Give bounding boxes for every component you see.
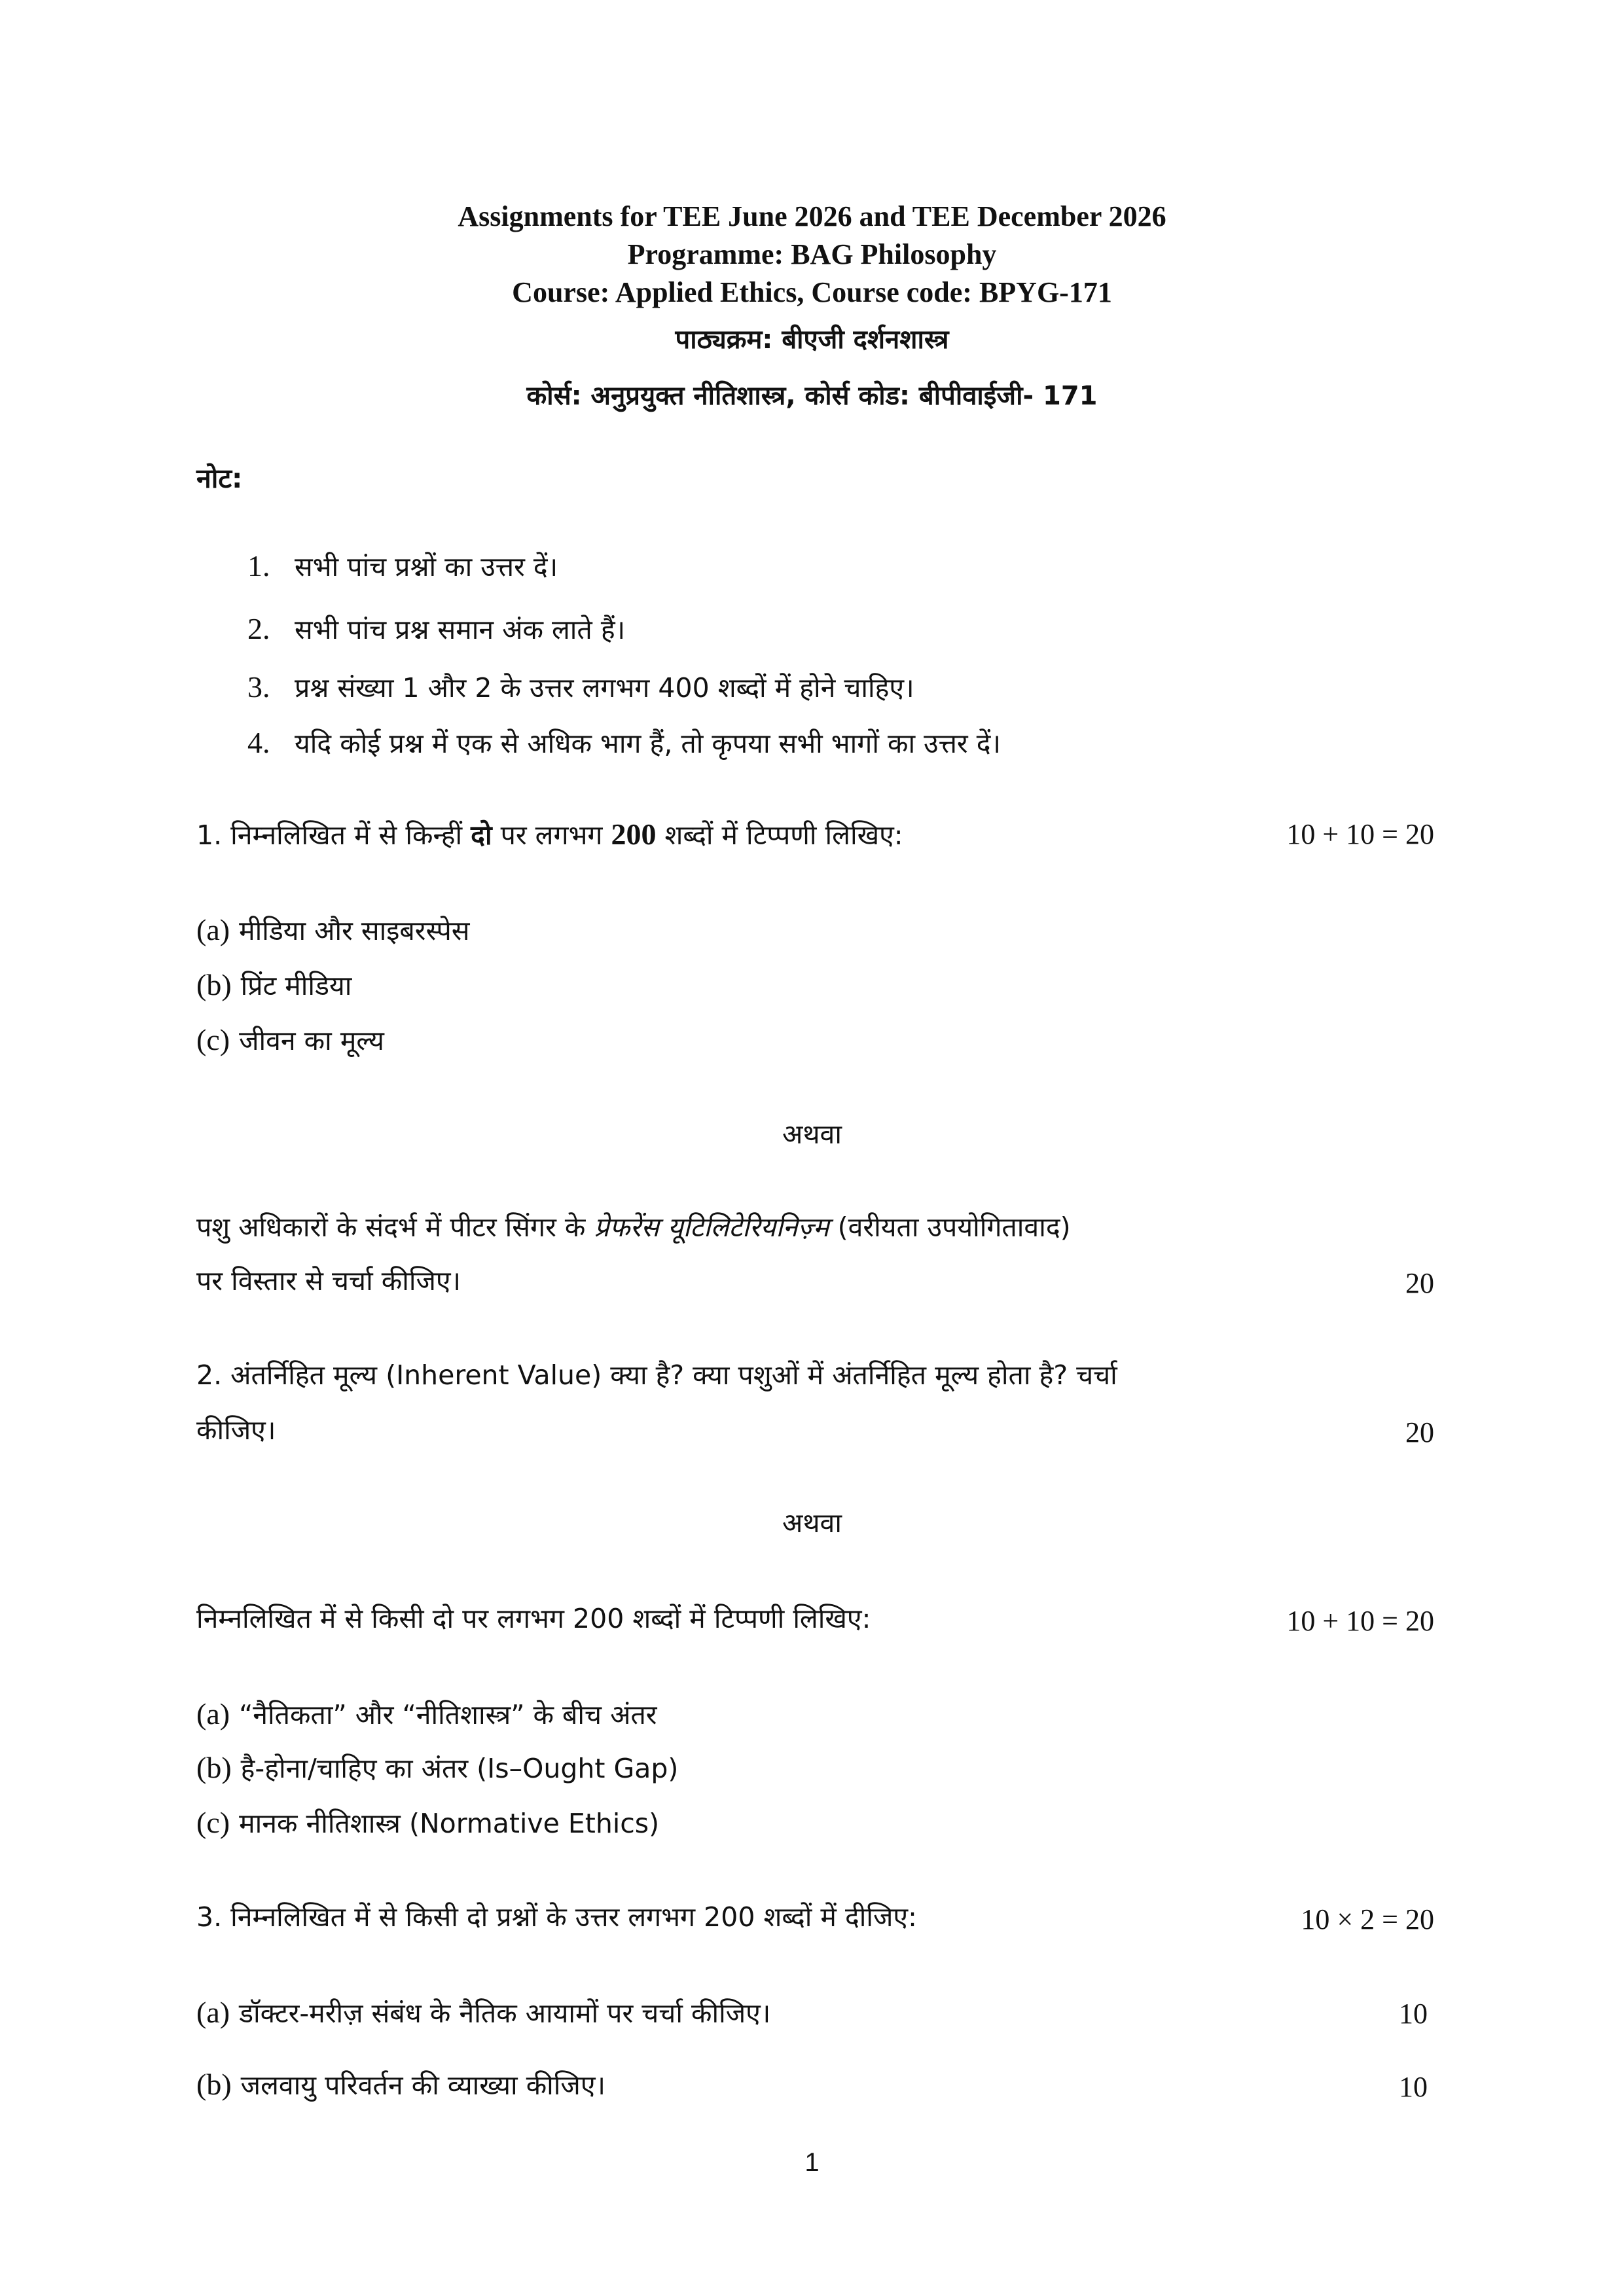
question-3 xyxy=(196,1898,917,1936)
question-2-text: 2. अंतर्निहित मूल्य (Inherent Value) क्या है? क्या पशुओं में अंतर्निहित मूल्य होता है? चर्चा xyxy=(196,1359,1117,1391)
part-label: (c) xyxy=(196,1023,230,1056)
part-text: जीवन का मूल्य xyxy=(239,1025,384,1056)
note-label: नोट: xyxy=(196,463,243,494)
question-2-alternative-marks: 10 + 10 = 20 xyxy=(1286,1605,1434,1637)
question-2 xyxy=(196,1356,1117,1394)
note-item-text: प्रश्न संख्या 1 और 2 के उत्तर लगभग 400 शब्दों में होने चाहिए। xyxy=(295,672,914,704)
note-item-text: सभी पांच प्रश्न समान अंक लाते हैं। xyxy=(295,614,626,645)
question-3-marks: 10 × 2 = 20 xyxy=(1301,1903,1434,1935)
question-1-alternative-marks: 20 xyxy=(1405,1267,1434,1299)
part-label: (b) xyxy=(196,1751,232,1784)
question-2-part xyxy=(196,1804,659,1842)
question-1-alternative-line2 xyxy=(196,1262,461,1300)
note-item xyxy=(247,724,1001,762)
part-text: मीडिया और साइबरस्पेस xyxy=(239,915,470,946)
question-1-emphasis: दो xyxy=(471,819,492,851)
part-text: है-होना/चाहिए का अंतर (Is–Ought Gap) xyxy=(240,1753,679,1784)
part-text: जलवायु परिवर्तन की व्याख्या कीजिए। xyxy=(240,2070,606,2101)
question-3-part xyxy=(196,2066,605,2104)
question-1 xyxy=(196,816,903,854)
part-label: (a) xyxy=(196,1697,230,1731)
part-text: प्रिंट मीडिया xyxy=(240,970,352,1001)
or-divider: अथवा xyxy=(782,1119,842,1150)
question-3-text: 3. निम्नलिखित में से किसी दो प्रश्नों के उत्तर लगभग 200 शब्दों में दीजिए: xyxy=(196,1901,917,1933)
alternative-text: निम्नलिखित में से किसी दो पर लगभग 200 शब्दों में टिप्पणी लिखिए: xyxy=(196,1603,871,1634)
note-item xyxy=(247,668,914,707)
part-label: (a) xyxy=(196,1996,230,2029)
question-2-text-line2: कीजिए। xyxy=(196,1414,276,1446)
question-1-part xyxy=(196,1021,384,1060)
part-label: (c) xyxy=(196,1806,230,1839)
alternative-italic-term: प्रेफरेंस यूटिलिटेरियनिज़्म xyxy=(594,1211,829,1243)
course-title: Course: Applied Ethics, Course code: BPYG-171 xyxy=(512,276,1112,308)
question-1-mid: पर लगभग xyxy=(492,819,611,851)
question-3-part-marks: 10 xyxy=(1399,1998,1428,2030)
alternative-text: पशु अधिकारों के संदर्भ में पीटर सिंगर के xyxy=(196,1211,594,1243)
question-1-part xyxy=(196,911,470,950)
question-1-alternative xyxy=(196,1208,1071,1246)
part-text: डॉक्टर-मरीज़ संबंध के नैतिक आयामों पर चर्चा कीजिए। xyxy=(239,1998,771,2029)
alternative-text-end: (वरीयता उपयोगितावाद) xyxy=(829,1211,1071,1243)
assignment-title: Assignments for TEE June 2026 and TEE December 2026 xyxy=(458,200,1166,232)
part-label: (b) xyxy=(196,968,232,1001)
note-item xyxy=(247,547,558,586)
part-label: (a) xyxy=(196,913,230,946)
question-1-prefix: 1. निम्नलिखित में से किन्हीं xyxy=(196,819,471,851)
question-1-word-count: 200 xyxy=(611,817,657,851)
question-2-part xyxy=(196,1749,678,1787)
part-text: “नैतिकता” और “नीतिशास्त्र” के बीच अंतर xyxy=(239,1699,657,1731)
part-text: मानक नीतिशास्त्र (Normative Ethics) xyxy=(239,1808,660,1839)
question-2-alternative xyxy=(196,1600,871,1638)
programme-title: Programme: BAG Philosophy xyxy=(627,238,997,270)
note-item-number: 2. xyxy=(247,612,270,645)
question-2-marks: 20 xyxy=(1405,1416,1434,1448)
note-item-text: यदि कोई प्रश्न में एक से अधिक भाग हैं, तो कृपया सभी भागों का उत्तर दें। xyxy=(295,728,1001,759)
note-item-number: 3. xyxy=(247,670,270,704)
question-1-part xyxy=(196,966,352,1005)
note-item xyxy=(247,610,625,649)
question-2-line2 xyxy=(196,1411,276,1449)
question-3-part-marks: 10 xyxy=(1399,2071,1428,2103)
note-item-number: 1. xyxy=(247,549,270,583)
note-item-text: सभी पांच प्रश्नों का उत्तर दें। xyxy=(295,551,558,583)
part-label: (b) xyxy=(196,2068,232,2101)
question-1-marks: 10 + 10 = 20 xyxy=(1286,818,1434,850)
question-1-suffix: शब्दों में टिप्पणी लिखिए: xyxy=(656,819,903,851)
course-title-hindi: कोर्स: अनुप्रयुक्त नीतिशास्त्र, कोर्स कोड: बीपीवाईजी- 171 xyxy=(526,381,1098,411)
or-divider: अथवा xyxy=(782,1507,842,1539)
question-3-part xyxy=(196,1994,770,2032)
programme-title-hindi: पाठ्यक्रम: बीएजी दर्शनशास्त्र xyxy=(675,325,949,355)
alternative-text-line2: पर विस्तार से चर्चा कीजिए। xyxy=(196,1265,461,1297)
question-2-part xyxy=(196,1695,657,1734)
page-number: 1 xyxy=(804,2148,820,2177)
note-item-number: 4. xyxy=(247,726,270,759)
